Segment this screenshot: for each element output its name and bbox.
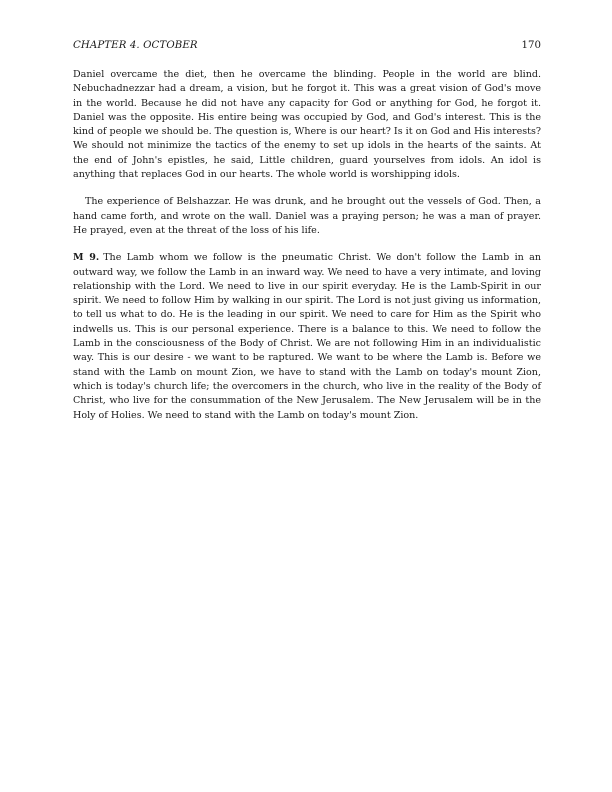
paragraph-belshazzar: The experience of Belshazzar. He was drunk, and he brought out the vessels of God. Then, a hand came forth, and wrote on the wall. Daniel was a praying person; he was a man of prayer. He prayed, even at the threat of the loss of his life. (73, 196, 541, 236)
running-header (73, 40, 541, 51)
page-number: 170 (521, 40, 541, 51)
paragraph-m9-text: The Lamb whom we follow is the pneumatic Christ. We don't follow the Lamb in an outward way, we follow the Lamb in an inward way. We need to have a very intimate, and loving relationship with the Lord. We need to live in our spirit everyday. He is the Lamb-Spirit in our spirit. We need to follow Him by walking in our spirit. The Lord is not just giving us information, to tell us what to do. He is the leading in our spirit. We need to care for Him as the Spirit who indwells us. This is our personal experience. There is a balance to this. We need to follow the Lamb in the consciousness of the Body of Christ. We are not following Him in an individualistic way. This is our desire - we want to be raptured. We want to be where the Lamb is. Before we stand with the Lamb on mount Zion, we have to stand with the Lamb on today's mount Zion, which is today's church life; the overcomers in the church, who live in the reality of the Body of Christ, who live for the consummation of the New Jerusalem. The New Jerusalem will be in the Holy of Holies. We need to stand with the Lamb on today's mount Zion. (73, 252, 541, 421)
chapter-title: CHAPTER 4. OCTOBER (73, 40, 198, 51)
document-page (73, 40, 541, 423)
section-label: M 9. (73, 252, 100, 264)
paragraph-m9 (73, 251, 541, 423)
paragraph-daniel-overcame: Daniel overcame the diet, then he overcame the blinding. People in the world are blind. Nebuchadnezzar had a dream, a vision, but he forgot it. This was a great vision of God's move in the world. Because he did not have any capacity for God or anything for God, he forgot it. Daniel was the opposite. His entire being was occupied by God, and God's interest. This is the kind of people we should be. The question is, Where is our heart? Is it on God and His interests? We should not minimize the tactics of the enemy to set up idols in the hearts of the saints. At the end of John's epistles, he said, Little children, guard yourselves from idols. An idol is anything that replaces God in our hearts. The whole world is worshipping idols. (73, 69, 541, 181)
